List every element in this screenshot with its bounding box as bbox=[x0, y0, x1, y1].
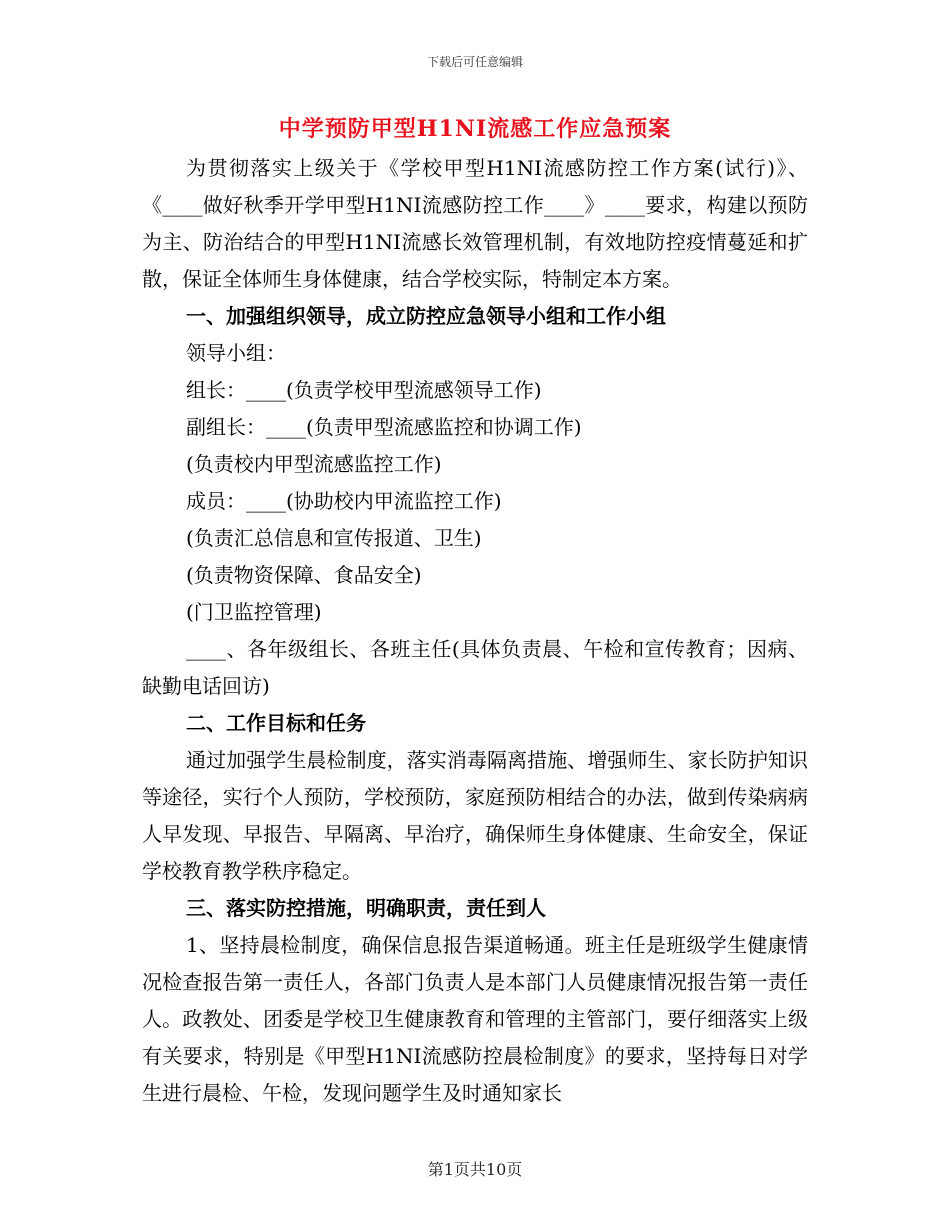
paragraph-class-teachers: ____、各年级组长、各班主任(具体负责晨、午检和宣传教育；因病、缺勤电话回访) bbox=[142, 637, 808, 698]
paragraph-info-duty: (负责汇总信息和宣传报道、卫生) bbox=[186, 526, 482, 550]
paragraph-group-leader: 组长：____(负责学校甲型流感领导工作) bbox=[186, 378, 542, 402]
paragraph-morning-check: 1、坚持晨检制度，确保信息报告渠道畅通。班主任是班级学生健康情况检查报告第一责任人，各部门负责人是本部门人员健康情况报告第一责任人。政教处、团委是学校卫生健康教育和管理的主管部门，要仔细落实上级有关要求，特别是《甲型H1NI流感防控晨检制度》的要求，坚持每日对学生进行晨检、午检，发现问题学生及时通知家长 bbox=[142, 933, 808, 1105]
paragraph-supplies-duty: (负责物资保障、食品安全) bbox=[186, 563, 422, 587]
paragraph-goals: 通过加强学生晨检制度，落实消毒隔离措施、增强师生、家长防护知识等途径，实行个人预防，学校预防，家庭预防相结合的办法，做到传染病病人早发现、早报告、早隔离、早治疗，确保师生身体健康、生命安全，保证学校教育教学秩序稳定。 bbox=[142, 748, 808, 883]
section-heading-3: 三、落实防控措施，明确职责，责任到人 bbox=[186, 896, 546, 920]
document-body bbox=[142, 150, 808, 1112]
document-title: 中学预防甲型H1NI流感工作应急预案 bbox=[278, 116, 672, 142]
section-heading-1: 一、加强组织领导，成立防控应急领导小组和工作小组 bbox=[186, 304, 666, 328]
section-heading-2: 二、工作目标和任务 bbox=[186, 711, 366, 735]
page-header-note: 下载后可任意编辑 bbox=[426, 55, 523, 69]
paragraph-intro: 为贯彻落实上级关于《学校甲型H1NI流感防控工作方案(试行)》、《____做好秋季开学甲型H1NI流感防控工作____》____要求，构建以预防为主、防治结合的甲型H1NI流感长效管理机制，有效地防控疫情蔓延和扩散，保证全体师生身体健康，结合学校实际，特制定本方案。 bbox=[142, 156, 808, 291]
paragraph-monitoring-duty: (负责校内甲型流感监控工作) bbox=[186, 452, 442, 476]
paragraph-guard-duty: (门卫监控管理) bbox=[186, 600, 322, 624]
paragraph-leadership-group: 领导小组： bbox=[186, 341, 286, 365]
paragraph-members: 成员：____(协助校内甲流监控工作) bbox=[186, 489, 502, 513]
paragraph-deputy-leader: 副组长：____(负责甲型流感监控和协调工作) bbox=[186, 415, 582, 439]
page-number: 第1页共10页 bbox=[427, 1160, 523, 1179]
